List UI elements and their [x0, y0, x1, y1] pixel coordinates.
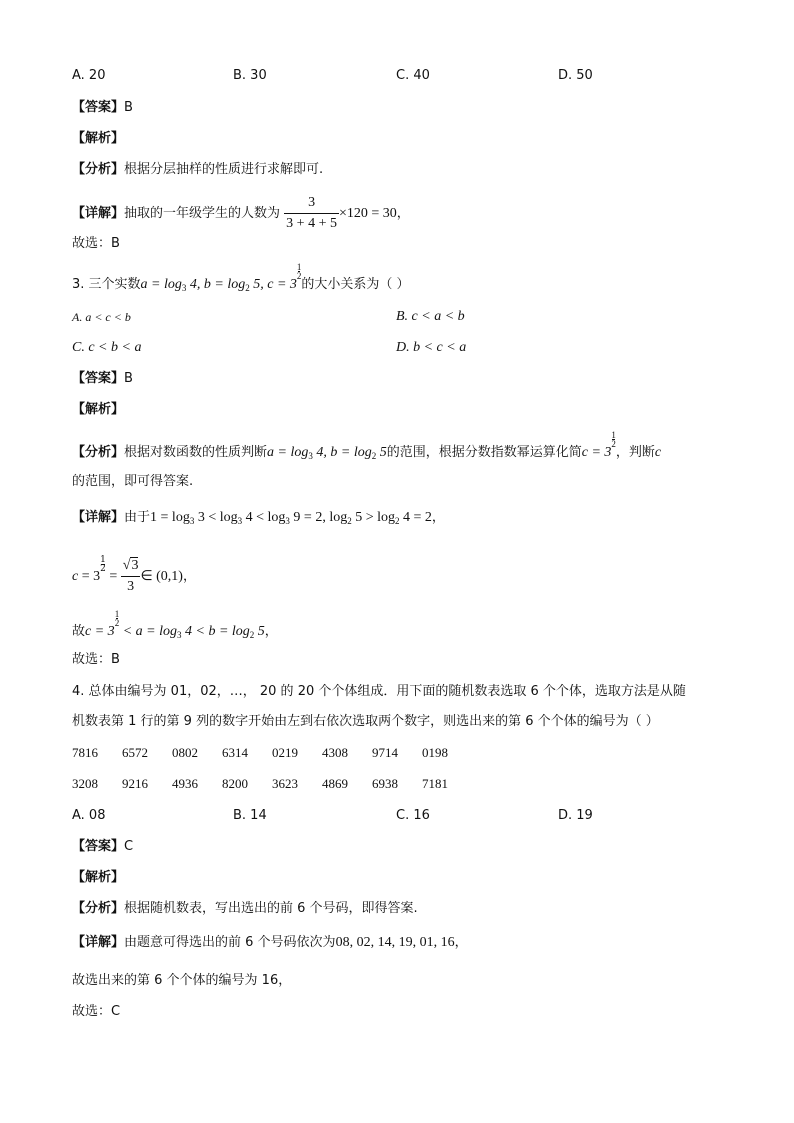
- q3-jiexi: 【解析】: [72, 402, 125, 417]
- q4-line2: 故选出来的第 6 个个体的编号为 16，: [72, 973, 292, 988]
- answer-value: B: [124, 371, 133, 386]
- table-cell: 6314: [222, 745, 248, 760]
- q3-answer: [72, 371, 133, 387]
- gu-text: 故: [72, 624, 86, 639]
- q4-xiangjie: 【详解】由题意可得选出的前 6 个号码依次为08, 02, 14, 19, 01, 16，: [72, 935, 468, 950]
- q4-jiexi: 【解析】: [72, 870, 125, 885]
- option-a: A. 20: [72, 68, 106, 83]
- fenxi-text: ，判断: [615, 445, 655, 460]
- q4-answer: [72, 839, 133, 855]
- answer-value: B: [124, 100, 133, 115]
- option-b: B. 30: [233, 68, 267, 83]
- answer-value: C: [124, 839, 134, 854]
- table-cell: 7181: [422, 776, 448, 791]
- q3-line2: c = 3 $\frac{1}{2}$ = $\frac{√3}{3}$ ∈ (0,1)，: [72, 556, 196, 597]
- q3-xiangjie: [72, 510, 445, 529]
- xiangjie-tag: 【详解】: [72, 510, 125, 525]
- stem-pre: 3. 三个实数: [72, 277, 141, 292]
- table-cell: 7816: [72, 745, 98, 760]
- table-cell: 6572: [122, 745, 148, 760]
- fenxi-text: 根据随机数表，写出选出的前 6 个号码，即得答案.: [124, 901, 418, 916]
- q4-guxuan: 故选：C: [72, 1004, 121, 1019]
- line3-math: c = 3 $\frac{1}{2}$ < $a = \log_3 4 < b = \log_2 5$: [85, 609, 265, 640]
- q2-xiangjie: [72, 193, 410, 234]
- table-cell: 6938: [372, 776, 398, 791]
- q4-stem-line2: 机数表第 1 行的第 9 列的数字开始由左到右依次选取两个数字，则选出来的第 6 个个体的编号为（ ）: [72, 714, 659, 729]
- table-cell: 4936: [172, 776, 198, 791]
- table-cell: 4869: [322, 776, 348, 791]
- table-cell: 3623: [272, 776, 298, 791]
- q4-fenxi: [72, 901, 418, 917]
- q3-guxuan: 故选：B: [72, 652, 120, 667]
- table-cell: 3208: [72, 776, 98, 791]
- option-b: B. c < a < b: [396, 309, 465, 324]
- fenxi-text: 根据对数函数的性质判断: [124, 445, 268, 460]
- q2-answer: [72, 100, 133, 116]
- table-cell: 0219: [272, 745, 298, 760]
- q3-fenxi-cont: 的范围，即可得答案.: [72, 474, 194, 489]
- option-c: C. c < b < a: [72, 340, 142, 355]
- q3-line3: 故c = 3 $\frac{1}{2}$ < $a = \log_3 4 < b = \log_2 5$，: [72, 609, 278, 640]
- fraction-numerator: 3: [308, 195, 316, 210]
- fenxi-tag: 【分析】: [72, 445, 125, 460]
- fenxi-math: $a = \log_3 4$, $b = \log_2 5$: [267, 445, 387, 461]
- answer-tag: 【答案】: [72, 839, 125, 854]
- table-cell: 9216: [122, 776, 148, 791]
- fenxi-text: 的范围，根据分数指数幂运算化简: [386, 445, 582, 460]
- option-d: D. 19: [558, 808, 593, 823]
- stem-math: $a = \log_3 4$, $b = \log_2 5$, c = 3 $\frac{1}{2}$: [140, 262, 302, 293]
- option-d: D. 50: [558, 68, 593, 83]
- xiangjie-text: 抽取的一年级学生的人数为: [124, 206, 281, 221]
- fraction-tail: ×120 = 30: [338, 206, 397, 221]
- comma: ，: [396, 206, 410, 221]
- answer-tag: 【答案】: [72, 371, 125, 386]
- q2-guxuan: 故选：B: [72, 236, 120, 251]
- table-cell: 0198: [422, 745, 448, 760]
- xiangjie-math: 08, 02, 14, 19, 01, 16: [335, 935, 455, 950]
- fraction: [284, 193, 339, 234]
- option-c: C. 40: [396, 68, 430, 83]
- xiangjie-text: 由于: [124, 510, 151, 525]
- option-b: B. 14: [233, 808, 267, 823]
- xiangjie-text: 由题意可得选出的前 6 个号码依次为: [124, 935, 336, 950]
- q3-fenxi: [72, 430, 662, 464]
- option-a: A. a < c < b: [72, 310, 131, 324]
- q4-stem-line1: 4. 总体由编号为 01，02，…， 20 的 20 个个体组成．用下面的随机数表选取 6 个个体，选取方法是从随: [72, 684, 686, 699]
- comma: ，: [431, 510, 445, 525]
- q2-fenxi: [72, 162, 323, 178]
- fenxi-text: 根据分层抽样的性质进行求解即可.: [124, 162, 324, 177]
- table-cell: 4308: [322, 745, 348, 760]
- fraction-denominator: 3 + 4 + 5: [284, 213, 339, 234]
- xiangjie-math: $1 = \log_3 3 < \log_3 4 < \log_3 9 = 2$, $\log_2 5 > \log_2 4 = 2$: [150, 510, 432, 526]
- option-c: C. 16: [396, 808, 430, 823]
- var-c: c: [654, 445, 662, 460]
- answer-tag: 【答案】: [72, 100, 125, 115]
- stem-post: 的大小关系为（ ）: [301, 277, 410, 292]
- xiangjie-tag: 【详解】: [72, 206, 125, 221]
- xiangjie-tag: 【详解】: [72, 935, 125, 950]
- q3-stem: [72, 262, 410, 296]
- fenxi-math: c = 3 $\frac{1}{2}$: [581, 430, 616, 460]
- line2-math: c: [72, 569, 79, 584]
- table-cell: 0802: [172, 745, 198, 760]
- table-cell: 8200: [222, 776, 248, 791]
- fraction: $\frac{√3}{3}$: [121, 556, 141, 597]
- q2-jiexi: 【解析】: [72, 131, 125, 146]
- option-d: D. b < c < a: [396, 340, 467, 355]
- table-cell: 9714: [372, 745, 398, 760]
- fenxi-tag: 【分析】: [72, 162, 125, 177]
- fenxi-tag: 【分析】: [72, 901, 125, 916]
- option-a: A. 08: [72, 808, 106, 823]
